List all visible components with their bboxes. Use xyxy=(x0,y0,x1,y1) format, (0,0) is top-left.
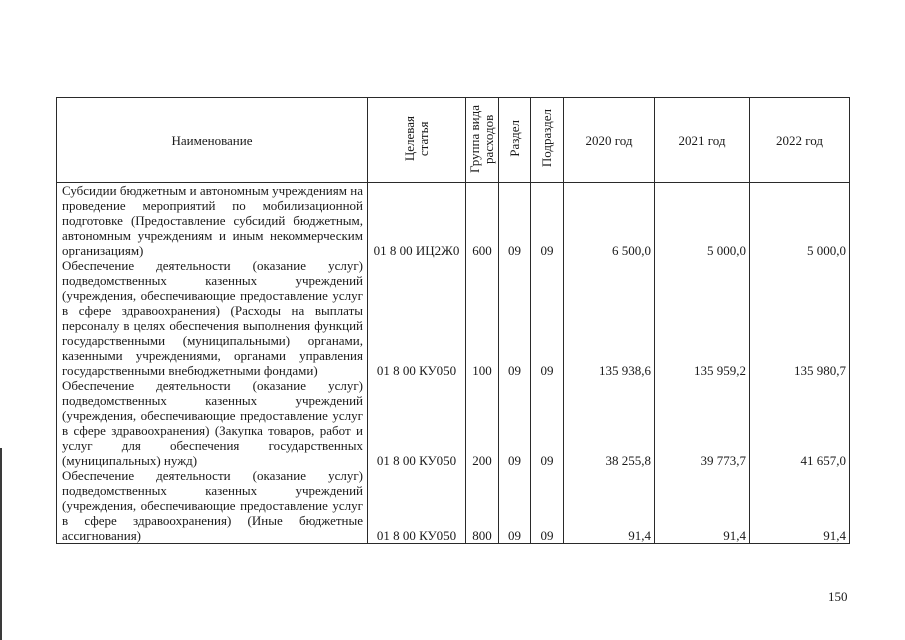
row-amount-2021: 5 000,0 xyxy=(655,183,750,259)
row-target-article: 01 8 00 КУ050 xyxy=(368,468,466,544)
row-amount-2020: 135 938,6 xyxy=(564,258,655,378)
table-row xyxy=(57,378,850,468)
row-target-article: 01 8 00 КУ050 xyxy=(368,258,466,378)
row-subsection: 09 xyxy=(531,183,564,259)
row-amount-2022: 91,4 xyxy=(750,468,850,544)
row-amount-2020: 6 500,0 xyxy=(564,183,655,259)
row-expense-group: 800 xyxy=(466,468,499,544)
row-subsection: 09 xyxy=(531,258,564,378)
row-subsection: 09 xyxy=(531,378,564,468)
row-amount-2022: 5 000,0 xyxy=(750,183,850,259)
row-name: Обеспечение деятельности (оказание услуг) подведомственных казенных учреждений (учреждения, обеспечивающие предоставление услуг в сфере здравоохранения) (Закупка товаров, работ и услуг для обеспечения государственных (муниципальных) нужд) xyxy=(57,378,368,468)
table-row xyxy=(57,183,850,259)
row-name: Субсидии бюджетным и автономным учреждениям на проведение мероприятий по мобилизационной подготовке (Предоставление субсидий бюджетным, автономным учреждениям и иным некоммерческим организациям) xyxy=(57,183,368,259)
row-subsection: 09 xyxy=(531,468,564,544)
row-amount-2021: 39 773,7 xyxy=(655,378,750,468)
row-amount-2021: 135 959,2 xyxy=(655,258,750,378)
page-number: 150 xyxy=(828,589,848,604)
row-target-article: 01 8 00 КУ050 xyxy=(368,378,466,468)
row-name: Обеспечение деятельности (оказание услуг) подведомственных казенных учреждений (учреждения, обеспечивающие предоставление услуг в сфере здравоохранения) (Расходы на выплаты персоналу в целях обеспечения выполнения функций государственными (муниципальными) органами, казенными учреждениями, органами управления государственными внебюджетными фондами) xyxy=(57,258,368,378)
header-year-2021: 2021 год xyxy=(655,98,750,183)
row-section: 09 xyxy=(499,183,531,259)
row-section: 09 xyxy=(499,378,531,468)
header-section: Раздел xyxy=(499,98,531,183)
budget-table xyxy=(56,97,850,544)
header-year-2022: 2022 год xyxy=(750,98,850,183)
row-amount-2022: 135 980,7 xyxy=(750,258,850,378)
row-expense-group: 200 xyxy=(466,378,499,468)
row-amount-2022: 41 657,0 xyxy=(750,378,850,468)
row-expense-group: 600 xyxy=(466,183,499,259)
row-expense-group: 100 xyxy=(466,258,499,378)
row-amount-2020: 91,4 xyxy=(564,468,655,544)
header-year-2020: 2020 год xyxy=(564,98,655,183)
header-target-article: Целевая статья xyxy=(368,98,466,183)
row-amount-2020: 38 255,8 xyxy=(564,378,655,468)
table-row xyxy=(57,468,850,544)
row-amount-2021: 91,4 xyxy=(655,468,750,544)
scan-edge-mark xyxy=(0,448,2,640)
row-target-article: 01 8 00 ИЦ2Ж0 xyxy=(368,183,466,259)
row-section: 09 xyxy=(499,468,531,544)
header-subsection: Подраздел xyxy=(531,98,564,183)
table-row xyxy=(57,258,850,378)
row-name: Обеспечение деятельности (оказание услуг) подведомственных казенных учреждений (учреждения, обеспечивающие предоставление услуг в сфере здравоохранения) (Иные бюджетные ассигнования) xyxy=(57,468,368,544)
header-expense-group: Группа вида расходов xyxy=(466,98,499,183)
header-name: Наименование xyxy=(57,98,368,183)
row-section: 09 xyxy=(499,258,531,378)
header-row xyxy=(57,98,850,183)
